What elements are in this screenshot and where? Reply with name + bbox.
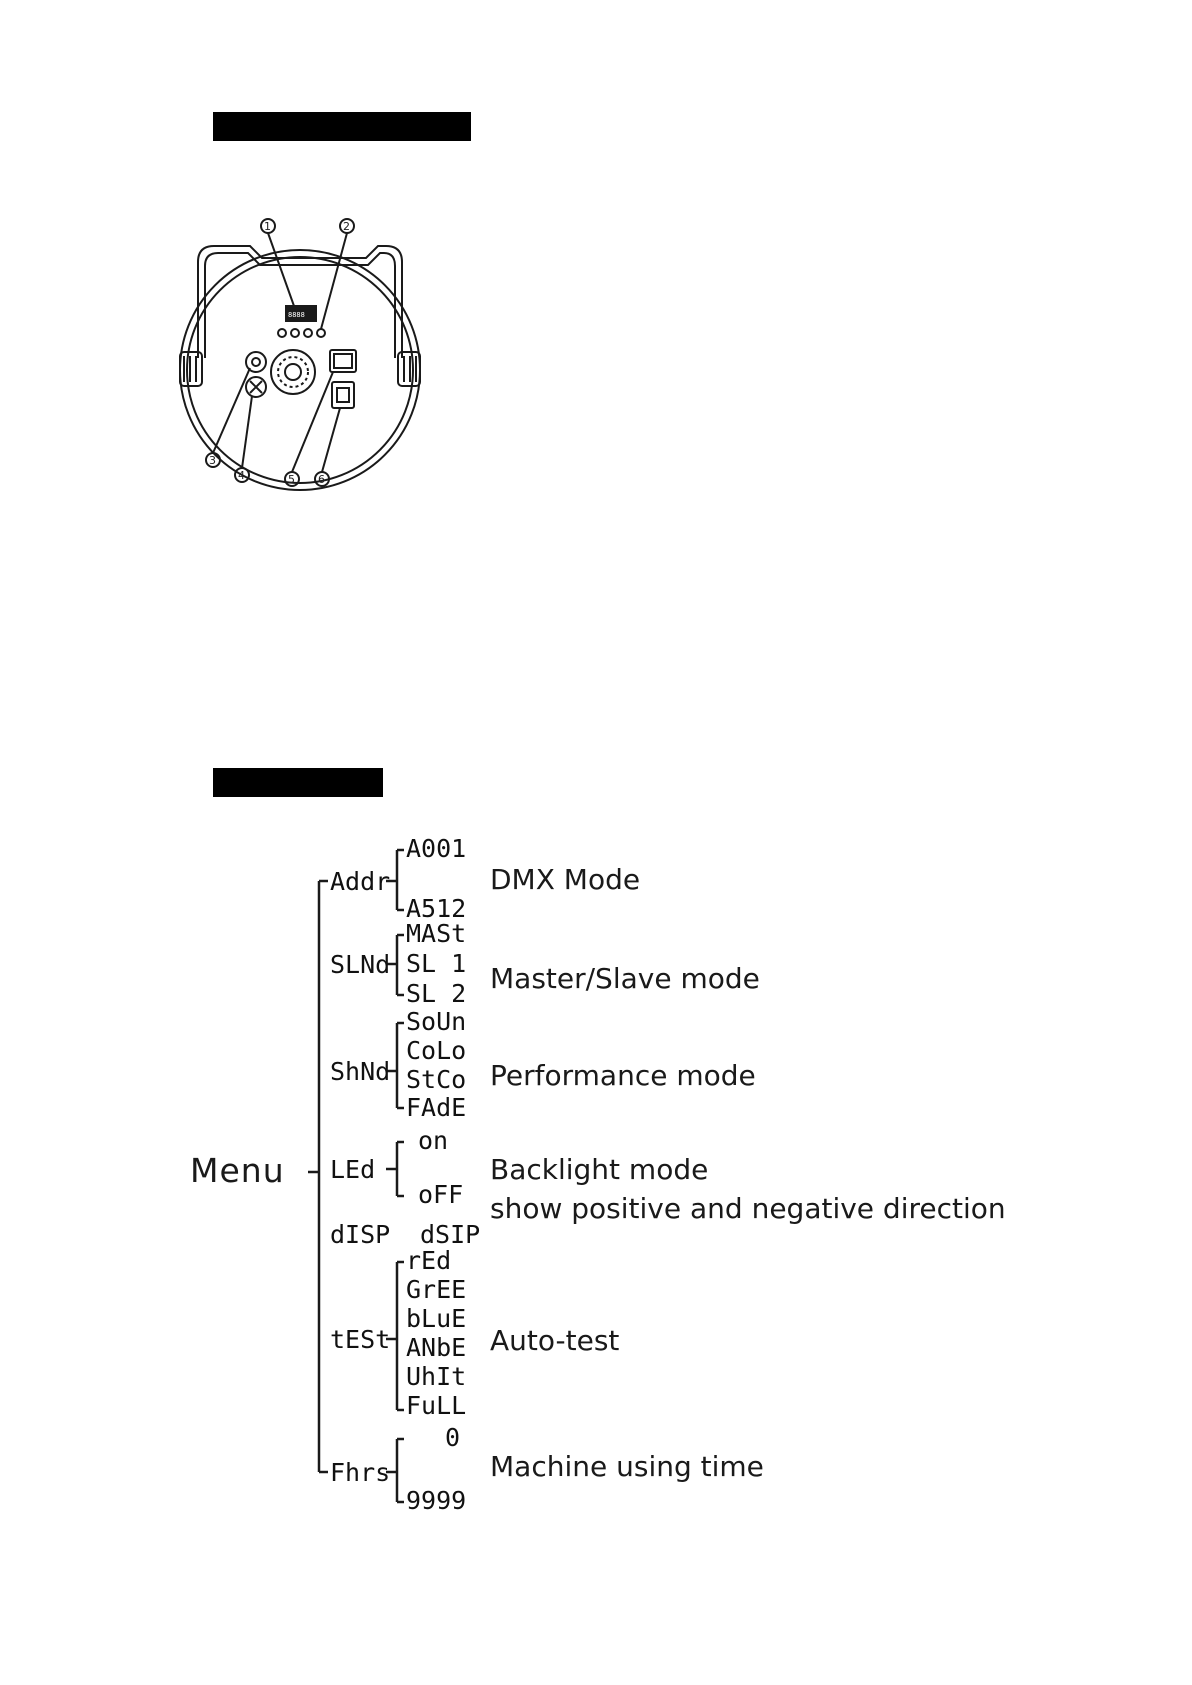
menu-option: oFF: [418, 1180, 464, 1209]
enter-button: [317, 329, 325, 337]
menu-root-label: Menu: [190, 1151, 285, 1190]
up-button: [291, 329, 299, 337]
rear-panel-diagram: [180, 219, 420, 490]
callout-2: 2: [343, 220, 350, 233]
menu-item-slnd-code: SLNd: [330, 950, 391, 979]
menu-option: A512: [406, 894, 467, 923]
menu-description-backlight: Backlight mode: [490, 1153, 709, 1186]
menu-description-using-time: Machine using time: [490, 1450, 764, 1483]
menu-option: SL 2: [406, 979, 467, 1008]
menu-option: A001: [406, 834, 467, 863]
menu-item-shnd-code: ShNd: [330, 1057, 391, 1086]
menu-option: rEd: [406, 1246, 452, 1275]
menu-item-addr-code: Addr: [330, 867, 391, 896]
menu-option: FAdE: [406, 1093, 467, 1122]
down-button: [304, 329, 312, 337]
menu-description-master-slave: Master/Slave mode: [490, 962, 760, 995]
menu-description-performance: Performance mode: [490, 1059, 756, 1092]
menu-option: 0: [445, 1423, 461, 1452]
menu-item-led-code: LEd: [330, 1155, 376, 1184]
menu-description-auto-test: Auto-test: [490, 1324, 620, 1357]
menu-item-fhrs-code: Fhrs: [330, 1458, 391, 1487]
menu-option: bLuE: [406, 1304, 467, 1333]
menu-option: GrEE: [406, 1275, 467, 1304]
menu-description-dmx: DMX Mode: [490, 863, 641, 896]
menu-option: MASt: [406, 919, 467, 948]
callout-3: 3: [209, 454, 216, 467]
callout-6: 6: [318, 473, 325, 486]
menu-item-disp-code: dISP: [330, 1220, 391, 1249]
display-readout: 8888: [288, 311, 305, 319]
menu-option: UhIt: [406, 1362, 467, 1391]
menu-description-direction: show positive and negative direction: [490, 1192, 1006, 1225]
menu-option: 9999: [406, 1486, 467, 1515]
power-out-socket: [332, 382, 354, 408]
menu-button: [278, 329, 286, 337]
menu-option: on: [418, 1126, 449, 1155]
menu-option: SoUn: [406, 1007, 467, 1036]
menu-option: ANbE: [406, 1333, 467, 1362]
menu-option: StCo: [406, 1065, 467, 1094]
menu-item-test-code: tESt: [330, 1325, 391, 1354]
menu-option: SL 1: [406, 949, 467, 978]
menu-tree: [190, 834, 1006, 1515]
menu-option: FuLL: [406, 1391, 467, 1420]
callout-4: 4: [238, 469, 245, 482]
callout-5: 5: [288, 473, 295, 486]
callout-1: 1: [264, 220, 271, 233]
menu-option: dSIP: [420, 1220, 481, 1249]
menu-option: CoLo: [406, 1036, 467, 1065]
